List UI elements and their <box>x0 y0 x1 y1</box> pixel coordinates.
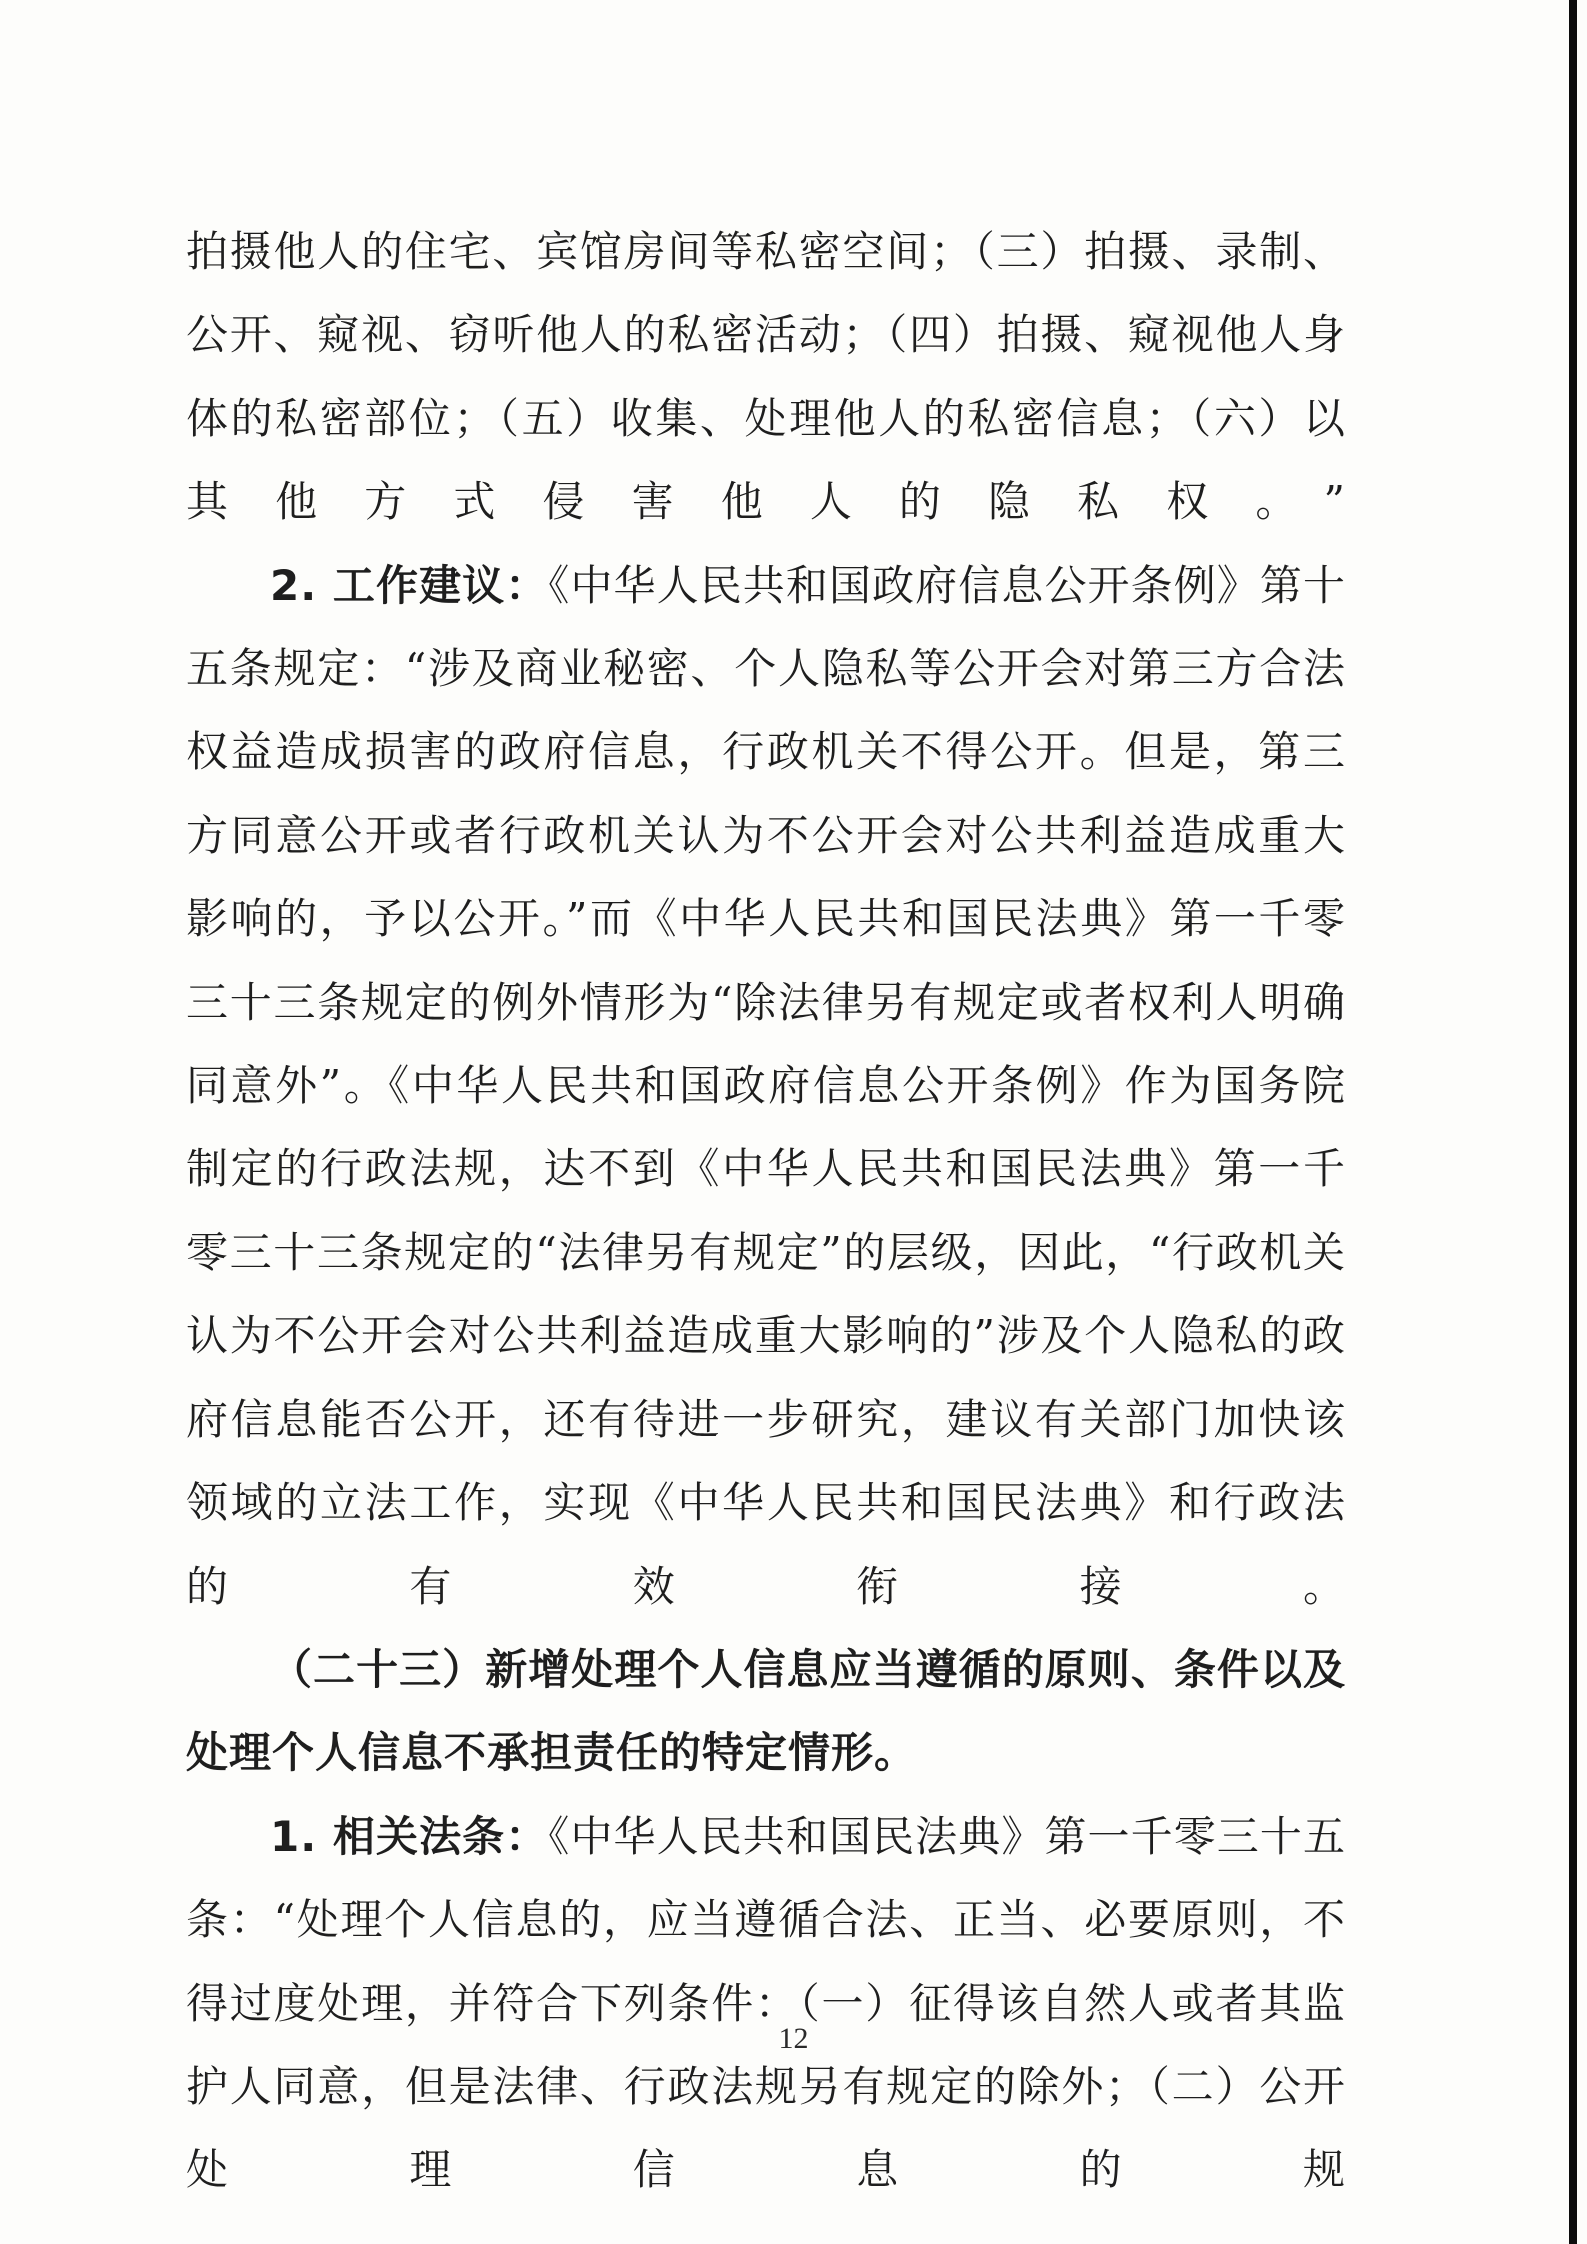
scan-edge-bar <box>1569 0 1577 2244</box>
paragraph-related-law <box>186 1795 1346 2212</box>
section-heading-23: （二十三）新增处理个人信息应当遵循的原则、条件以及处理个人信息不承担责任的特定情形。 <box>186 1644 1346 1778</box>
paragraph-work-suggestion <box>186 544 1346 1628</box>
related-law-label: 1. 相关法条： <box>270 1811 549 1861</box>
paragraph-privacy-acts <box>186 210 1346 544</box>
work-suggestion-text: 《中华人民共和国政府信息公开条例》第十五条规定：“涉及商业秘密、个人隐私等公开会对第三方合法权益造成损害的政府信息，行政机关不得公开。但是，第三方同意公开或者行政机关认为不公开会对公共利益造成重大影响的，予以公开。”而《中华人民共和国民法典》第一千零三十三条规定的例外情形为“除法律另有规定或者权利人明确同意外”。《中华人民共和国政府信息公开条例》作为国务院制定的行政法规，达不到《中华人民共和国民法典》第一千零三十三条规定的“法律另有规定”的层级，因此，“行政机关认为不公开会对公共利益造成重大影响的”涉及个人隐私的政府信息能否公开，还有待进一步研究，建议有关部门加快该领域的立法工作，实现《中华人民共和国民法典》和行政法的有效衔接。 <box>186 560 1346 1611</box>
page-number: 12 <box>778 2022 809 2055</box>
paragraph-privacy-acts-text: 拍摄他人的住宅、宾馆房间等私密空间；（三）拍摄、录制、公开、窥视、窃听他人的私密活动；（四）拍摄、窥视他人身体的私密部位；（五）收集、处理他人的私密信息；（六）以其他方式侵害他人的隐私权。” <box>186 227 1346 527</box>
related-law-text: 《中华人民共和国民法典》第一千零三十五条：“处理个人信息的，应当遵循合法、正当、必要原则，不得过度处理，并符合下列条件：（一）征得该自然人或者其监护人同意，但是法律、行政法规另有规定的除外；（二）公开处理信息的规 <box>186 1811 1346 2195</box>
work-suggestion-label: 2. 工作建议： <box>270 560 549 610</box>
document-body <box>186 210 1346 2212</box>
